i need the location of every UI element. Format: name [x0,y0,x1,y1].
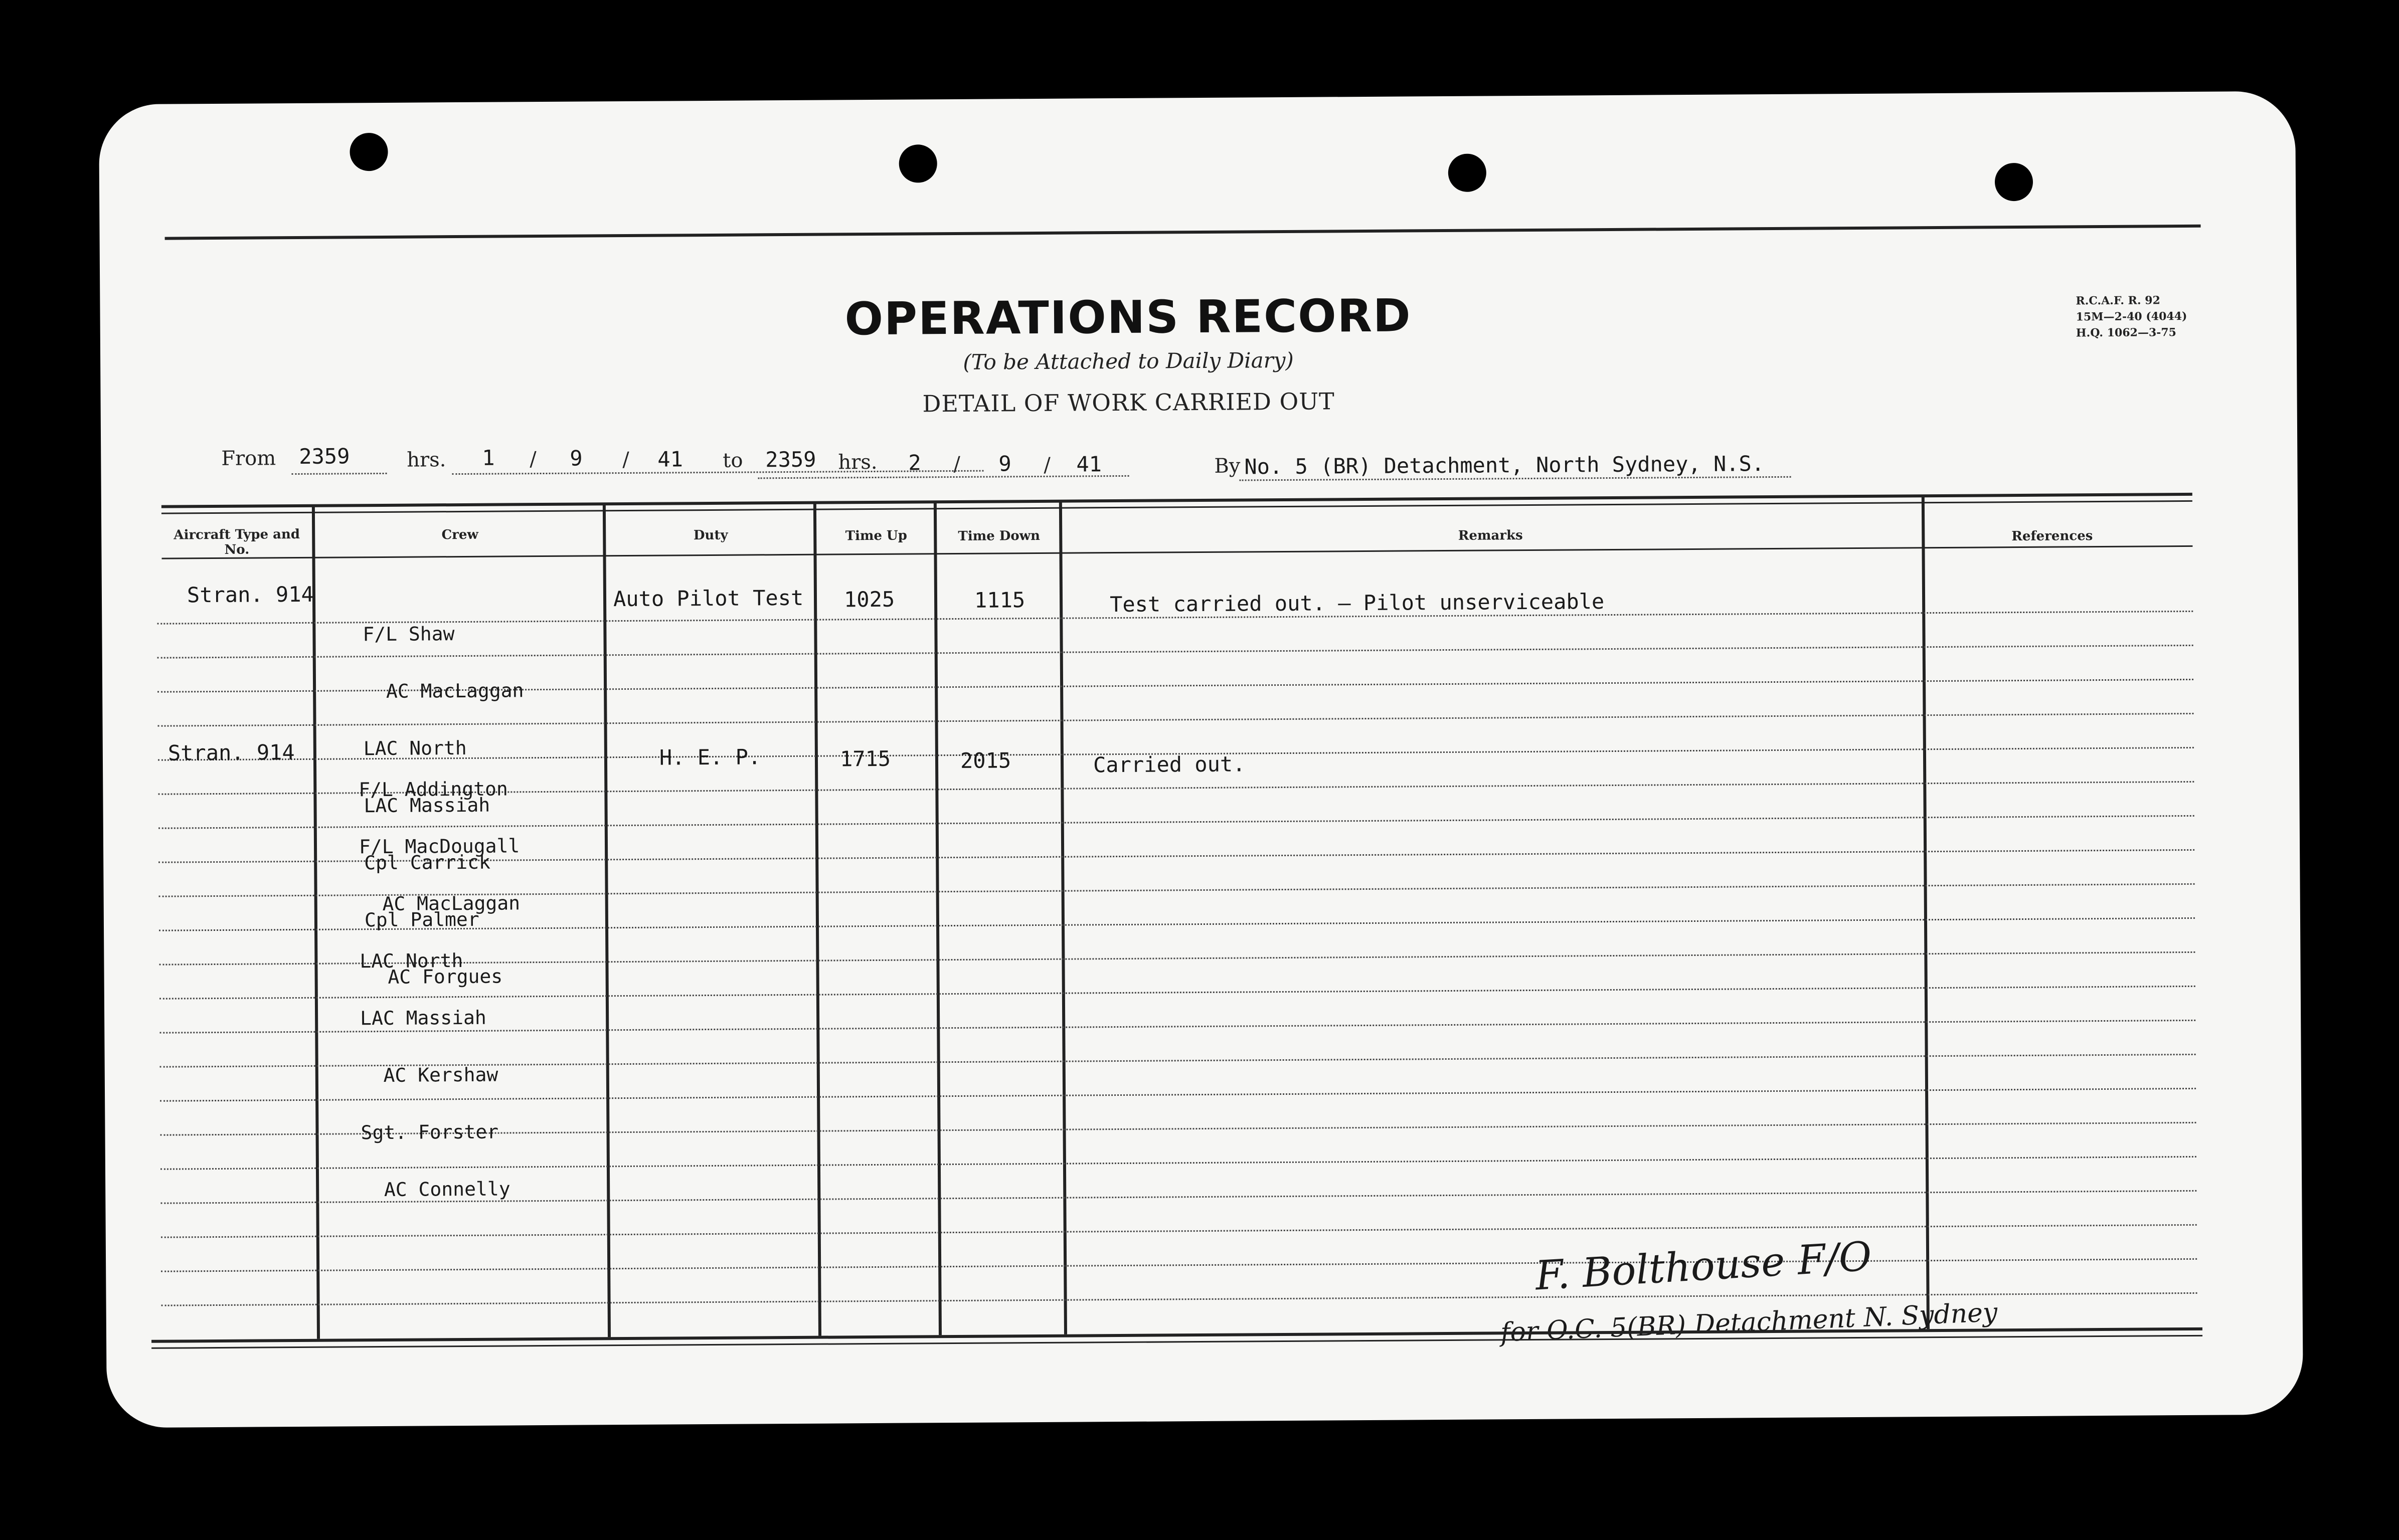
crew-member: LAC North [363,736,467,760]
crew-member: Cpl Carrick [364,851,491,874]
operations-record-card [99,91,2303,1428]
from-day: 1 [482,445,495,470]
fill-line [291,473,387,475]
crew-member: LAC Massiah [364,794,490,817]
hrs-label: hrs. [407,448,446,472]
crew-member: LAC North [360,949,463,973]
crew-member: Cpl Palmer [364,908,479,931]
signature-name: F. Bolthouse F/O [1534,1233,1873,1299]
crew-member: AC Forgues [365,965,503,989]
crew-member: F/L MacDougall [359,835,520,858]
entry-duty: Auto Pilot Test [613,585,804,612]
crew-member: Sgt. Forster [361,1120,499,1144]
entry-aircraft: Stran. 914 [187,582,314,608]
entry-time-up: 1715 [839,746,891,772]
crew-member: AC MacLaggan [359,892,521,915]
from-year: 41 [657,447,683,472]
crew-member: AC MacLaggan [363,679,524,703]
punch-hole [899,144,937,182]
slash: / [1044,453,1051,477]
from-label: From [221,447,276,470]
column-divider [813,504,821,1336]
table-top-rule [161,493,2192,508]
slash: / [953,452,961,476]
column-divider [603,505,611,1337]
form-title: OPERATIONS RECORD [844,289,1412,346]
crew-member: F/L Addington [359,778,508,801]
table-top-rule-2 [161,500,2192,514]
col-header-references: References [2011,528,2093,544]
by-value: No. 5 (BR) Detachment, North Sydney, N.S. [1244,451,1765,479]
col-header-duty: Duty [693,527,728,543]
detail-heading: DETAIL OF WORK CARRIED OUT [922,388,1335,418]
entry-aircraft: Stran. 914 [167,740,295,765]
form-code-line: 15M—2-40 (4044) [2076,309,2187,324]
fill-line [758,475,1129,479]
from-time: 2359 [299,444,350,469]
crew-member: AC Kershaw [360,1063,498,1087]
by-label: By [1214,454,1241,478]
hrs-label: hrs. [838,450,878,474]
column-divider [1922,497,1930,1329]
signature-for-line: for O.C. 5(BR) Detachment N. Sydney [1500,1297,1998,1348]
form-subtitle: (To be Attached to Daily Diary) [963,347,1294,374]
column-divider [312,507,320,1339]
to-month: 9 [998,451,1011,476]
entry-remarks: Test carried out. — Pilot unserviceable [1109,589,1605,617]
punch-hole [350,133,388,171]
to-label: to [723,449,743,472]
bottom-rule [151,1327,2202,1343]
top-rule [165,225,2201,240]
entry-duty: H. E. P. [659,744,761,770]
entry-time-down: 1115 [974,588,1025,613]
column-divider [934,503,942,1335]
to-year: 41 [1076,452,1102,477]
crew-member: AC Connelly [361,1178,510,1201]
ruled-lines [99,91,2295,105]
header-bottom-rule [162,545,2193,559]
form-code-line: H.Q. 1062—3-75 [2076,326,2177,340]
slash: / [530,448,537,471]
to-day: 2 [908,450,921,475]
form-code-line: R.C.A.F. R. 92 [2076,294,2160,308]
punch-hole [1448,154,1486,192]
bottom-rule-2 [151,1335,2202,1349]
form-code [2076,292,2187,341]
column-divider [1059,502,1067,1334]
entry-crew [359,741,522,1237]
ruled-line [161,1258,2197,1272]
slash: / [622,448,629,472]
to-time: 2359 [765,447,816,472]
crew-member: LAC Massiah [360,1006,486,1030]
from-month: 9 [570,446,583,471]
entry-time-up: 1025 [843,587,895,612]
punch-hole [1995,163,2033,201]
col-header-time-up: Time Up [845,528,907,544]
col-header-remarks: Remarks [1458,528,1523,543]
entry-remarks: Carried out. [1093,751,1246,778]
crew-member: F/L Shaw [363,623,455,646]
col-header-aircraft: Aircraft Type and No. [174,526,300,557]
col-header-time-down: Time Down [958,528,1041,544]
entry-time-down: 2015 [960,748,1011,773]
col-header-crew: Crew [441,527,478,543]
